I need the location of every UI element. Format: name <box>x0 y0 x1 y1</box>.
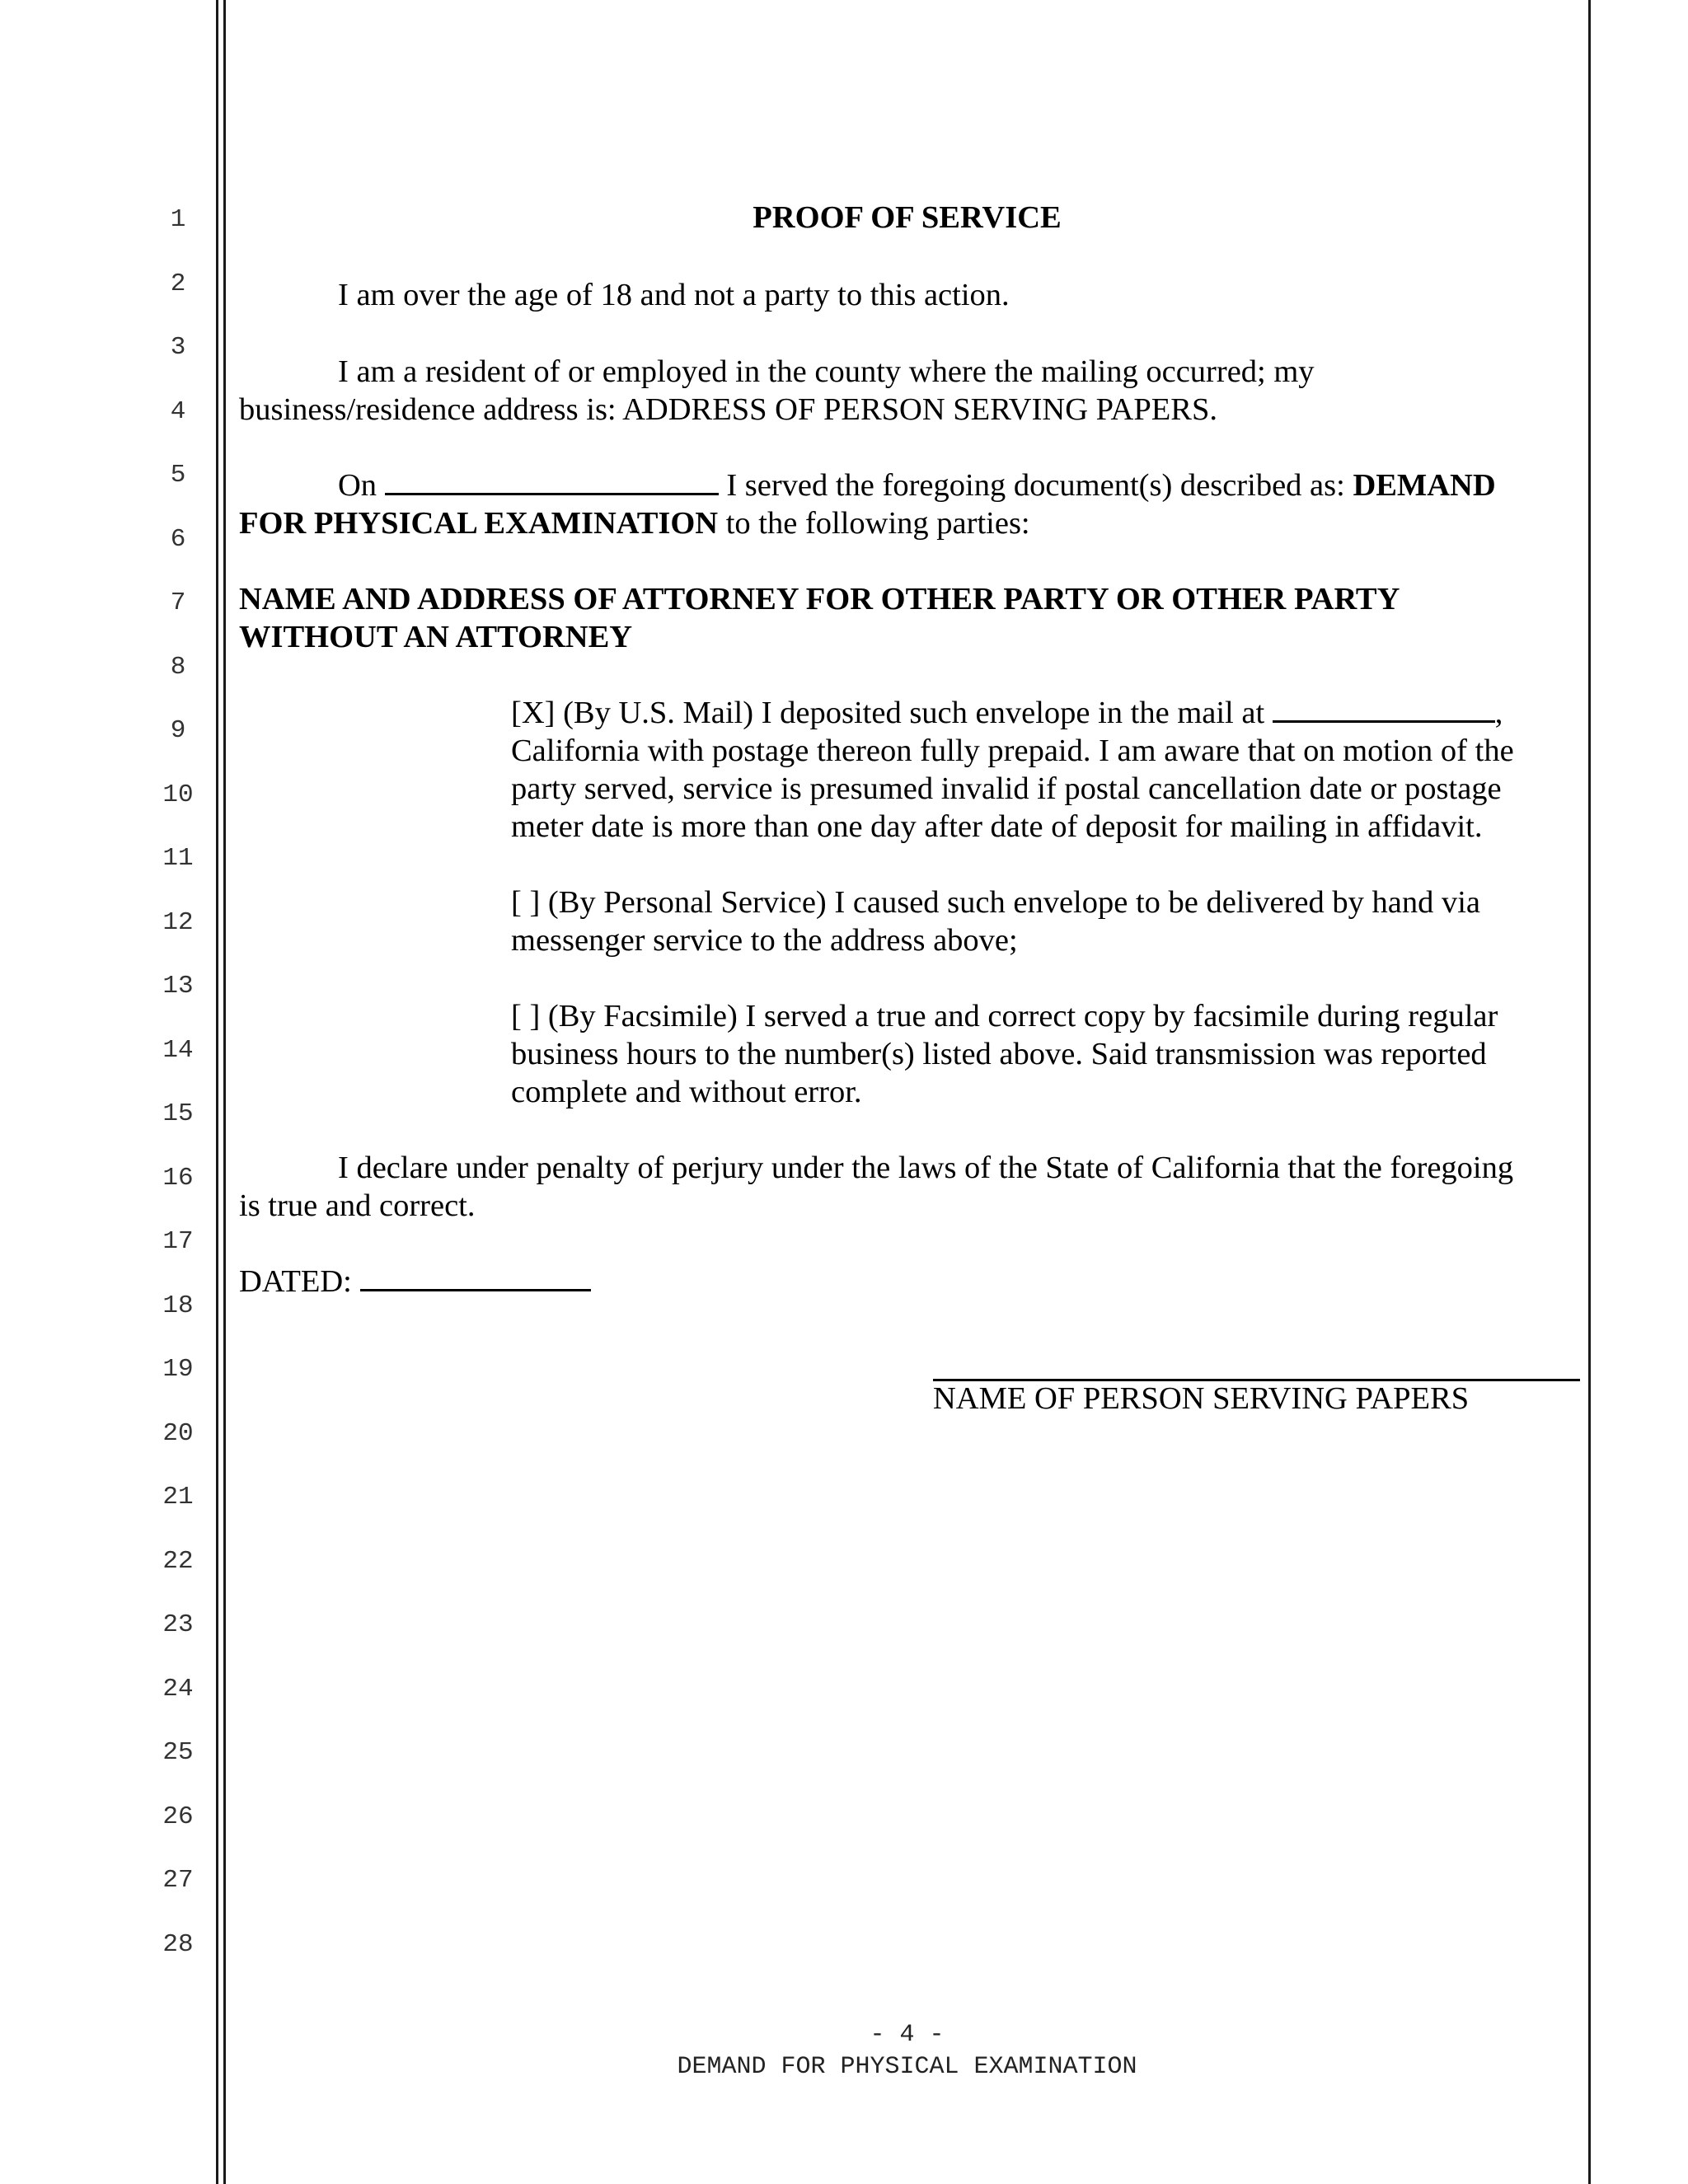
line-number: 12 <box>162 908 194 937</box>
line-number: 3 <box>170 333 186 362</box>
attorney-heading-line-2: WITHOUT AN ATTORNEY <box>239 620 633 654</box>
line-number: 13 <box>162 972 194 1001</box>
left-margin-rule-inner <box>223 0 226 2184</box>
document-title: PROOF OF SERVICE <box>753 200 1062 235</box>
line-number: 14 <box>162 1036 194 1065</box>
document-name-part-2: FOR PHYSICAL EXAMINATION <box>239 506 719 541</box>
line-number: 9 <box>170 716 186 745</box>
mail-option-comma: , <box>1494 696 1503 730</box>
served-statement: I served the foregoing document(s) described as: <box>718 468 1353 503</box>
fax-option-line-3: complete and without error. <box>511 1075 862 1109</box>
left-margin-rule-outer <box>216 0 218 2184</box>
signer-name: NAME OF PERSON SERVING PAPERS <box>933 1381 1470 1416</box>
service-date-blank <box>385 468 719 495</box>
line-number: 21 <box>162 1483 194 1511</box>
line-number: 5 <box>170 461 186 490</box>
page-number: - 4 - <box>870 2021 945 2049</box>
line-number: 6 <box>170 525 186 554</box>
fax-option-line-2: business hours to the number(s) listed above. Said transmission was reported <box>511 1037 1487 1071</box>
dated-blank <box>360 1264 591 1291</box>
line-number: 24 <box>162 1675 194 1704</box>
residence-statement-line-2: business/residence address is: ADDRESS OF PERSON SERVING PAPERS. <box>239 392 1217 427</box>
dated-label: DATED: <box>239 1264 360 1299</box>
document-name-part-1: DEMAND <box>1353 468 1496 503</box>
declaration-line-2: is true and correct. <box>239 1188 476 1223</box>
line-number: 8 <box>170 653 186 682</box>
mail-option-line-4: meter date is more than one day after date of deposit for mailing in affidavit. <box>511 809 1483 844</box>
line-number: 20 <box>162 1419 194 1448</box>
line-number: 26 <box>162 1802 194 1831</box>
line-number: 2 <box>170 269 186 298</box>
line-number: 15 <box>162 1099 194 1128</box>
line-number: 7 <box>170 588 186 617</box>
mail-option-line-3: party served, service is presumed invalid if postal cancellation date or postage <box>511 771 1502 806</box>
service-date-statement-line-1 <box>338 466 1496 504</box>
residence-statement-line-1: I am a resident of or employed in the county where the mailing occurred; my <box>338 354 1315 389</box>
line-number: 23 <box>162 1610 194 1639</box>
parties-suffix: to the following parties: <box>718 506 1030 541</box>
on-label: On <box>338 468 377 503</box>
mail-option-text: [X] (By U.S. Mail) I deposited such envelope in the mail at <box>511 696 1273 730</box>
line-number: 16 <box>162 1164 194 1193</box>
line-number: 19 <box>162 1355 194 1384</box>
line-number: 10 <box>162 780 194 809</box>
age-statement: I am over the age of 18 and not a party to this action. <box>338 278 1010 312</box>
line-number: 22 <box>162 1547 194 1576</box>
line-number: 4 <box>170 397 186 426</box>
personal-service-option-line-1: [ ] (By Personal Service) I caused such envelope to be delivered by hand via <box>511 885 1480 920</box>
mail-option-line-2: California with postage thereon fully prepaid. I am aware that on motion of the <box>511 733 1514 768</box>
line-number: 1 <box>170 205 186 234</box>
attorney-heading-line-1: NAME AND ADDRESS OF ATTORNEY FOR OTHER PARTY OR OTHER PARTY <box>239 582 1400 616</box>
line-number: 11 <box>162 844 194 873</box>
personal-service-option-line-2: messenger service to the address above; <box>511 923 1018 958</box>
mail-city-blank <box>1273 696 1495 723</box>
declaration-line-1: I declare under penalty of perjury under the laws of the State of California that the foregoing <box>338 1151 1514 1185</box>
right-margin-rule <box>1588 0 1591 2184</box>
line-number: 27 <box>162 1866 194 1895</box>
footer-document-title: DEMAND FOR PHYSICAL EXAMINATION <box>677 2053 1137 2081</box>
dated-line <box>239 1263 591 1301</box>
line-number: 18 <box>162 1291 194 1320</box>
line-number: 17 <box>162 1227 194 1256</box>
line-number: 25 <box>162 1738 194 1767</box>
fax-option-line-1: [ ] (By Facsimile) I served a true and correct copy by facsimile during regular <box>511 999 1498 1033</box>
line-number: 28 <box>162 1930 194 1959</box>
service-date-statement-line-2 <box>239 504 1030 542</box>
mail-option-line-1 <box>511 694 1503 732</box>
